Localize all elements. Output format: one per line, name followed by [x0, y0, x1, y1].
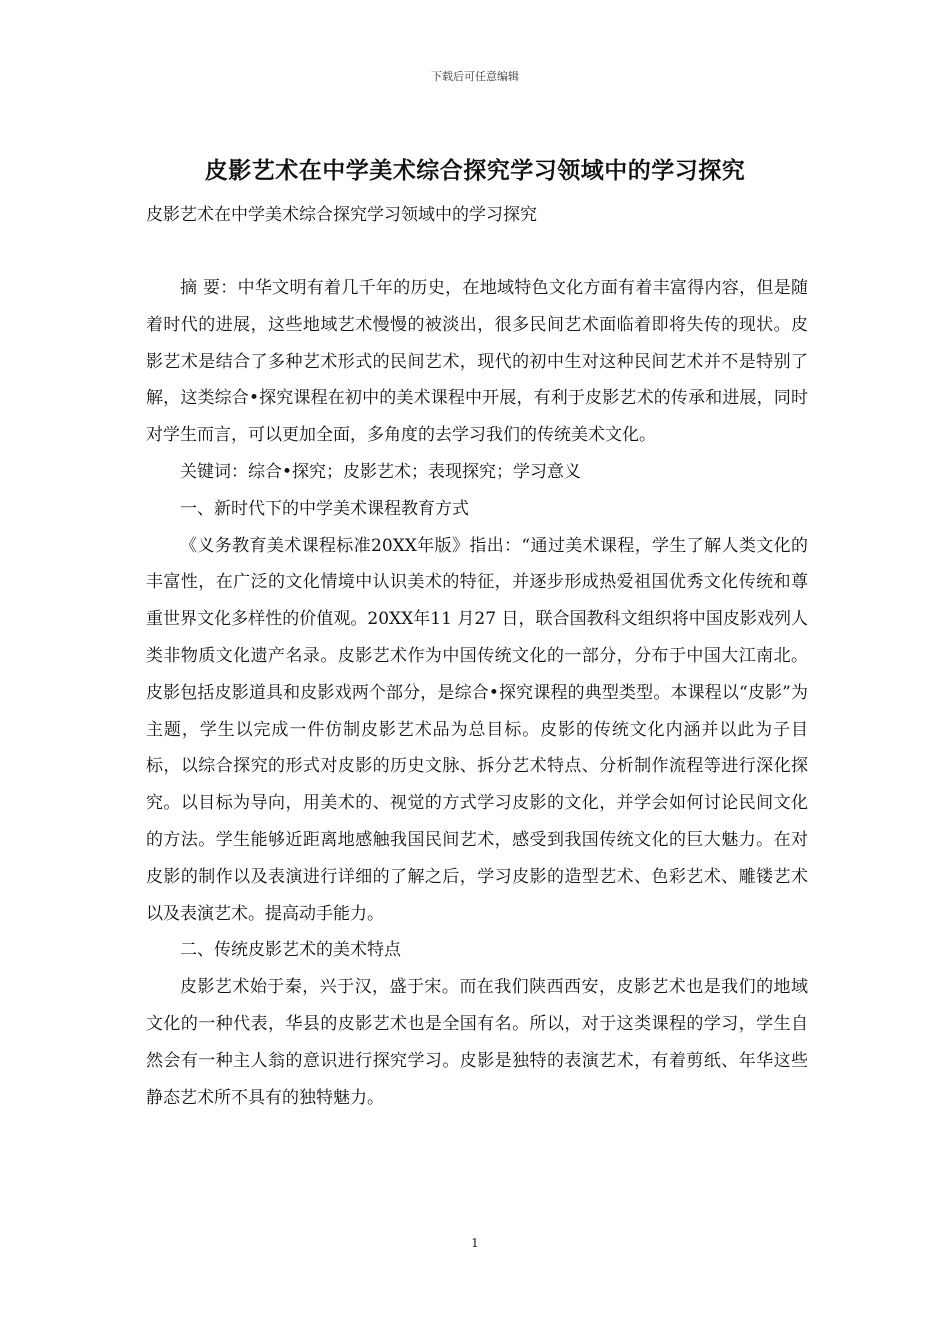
document-title: 皮影艺术在中学美术综合探究学习领域中的学习探究	[204, 157, 746, 184]
document-body	[146, 270, 808, 1116]
page-number: 1	[471, 1236, 479, 1250]
abstract-paragraph: 摘 要：中华文明有着几千年的历史，在地域特色文化方面有着丰富得内容，但是随着时代的进展，这些地域艺术慢慢的被淡出，很多民间艺术面临着即将失传的现状。皮影艺术是结合了多种艺术形式的民间艺术，现代的初中生对这种民间艺术并不是特别了解，这类综合•探究课程在初中的美术课程中开展，有利于皮影艺术的传承和进展，同时对学生而言，可以更加全面，多角度的去学习我们的传统美术文化。	[146, 278, 808, 446]
section-heading-1: 一、新时代下的中学美术课程教育方式	[180, 498, 469, 519]
body-paragraph: 《义务教育美术课程标准20XX年版》指出：“通过美术课程，学生了解人类文化的丰富性，在广泛的文化情境中认识美术的特征，并逐步形成热爱祖国优秀文化传统和尊重世界文化多样性的价值观。20XX年11 月27 日，联合国教科文组织将中国皮影戏列人类非物质文化遗产名录。皮影艺术作为中国传统文化的一部分，分布于中国大江南北。皮影包括皮影道具和皮影戏两个部分，是综合•探究课程的典型类型。本课程以“皮影”为主题，学生以完成一件仿制皮影艺术品为总目标。皮影的传统文化内涵并以此为子目标，以综合探究的形式对皮影的历史文脉、拆分艺术特点、分析制作流程等进行深化探究。以目标为导向，用美术的、视觉的方式学习皮影的文化，并学会如何讨论民间文化的方法。学生能够近距离地感触我国民间艺术，感受到我国传统文化的巨大魅力。在对皮影的制作以及表演进行详细的了解之后，学习皮影的造型艺术、色彩艺术、雕镂艺术以及表演艺术。提高动手能力。	[146, 535, 808, 924]
header-note: 下载后可任意编辑	[431, 70, 519, 83]
section-heading-2: 二、传统皮影艺术的美术特点	[180, 940, 401, 961]
keywords-paragraph: 关键词：综合•探究；皮影艺术；表现探究；学习意义	[180, 461, 582, 482]
body-paragraph: 皮影艺术始于秦，兴于汉，盛于宋。而在我们陕西西安，皮影艺术也是我们的地域文化的一种代表，华县的皮影艺术也是全国有名。所以，对于这类课程的学习，学生自然会有一种主人翁的意识进行探究学习。皮影是独特的表演艺术，有着剪纸、年华这些静态艺术所不具有的独特魅力。	[146, 977, 808, 1108]
document-subtitle: 皮影艺术在中学美术综合探究学习领域中的学习探究	[146, 205, 537, 225]
